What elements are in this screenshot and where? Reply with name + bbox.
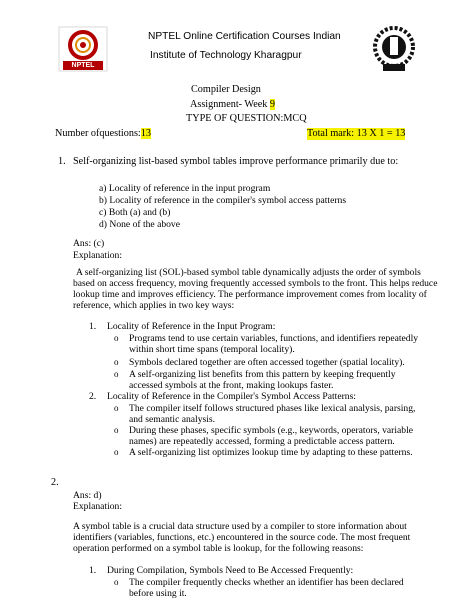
q1-point1-title: Locality of Reference in the Input Program: — [107, 321, 276, 332]
question-type: TYPE OF QUESTION:MCQ — [186, 113, 307, 124]
num-questions-label: Number ofquestions: — [55, 128, 141, 139]
num-questions — [55, 128, 151, 140]
q1-point2-title: Locality of Reference in the Compiler's Symbol Access Patterns: — [107, 391, 356, 402]
q2-point1-title: During Compilation, Symbols Need to Be Accessed Frequently: — [107, 565, 354, 576]
header-line-1: NPTEL Online Certification Courses Indian — [148, 31, 341, 42]
q1-option-c: c) Both (a) and (b) — [99, 207, 171, 218]
bullet-icon: o — [114, 333, 119, 343]
q1-explanation: A self-organizing list (SOL)-based symbol table dynamically adjusts the order of symbols based on access frequency, moving frequently accessed symbols to the front. This helps reduce lookup time and improves efficiency. The performance improvement comes from locality of reference, which applies in two key ways: — [73, 267, 438, 311]
q1-point1-bullet-3: A self-organizing list benefits from this pattern by keeping frequently accessed symbols at the front, making lookups faster. — [129, 369, 396, 391]
iit-kgp-logo — [371, 24, 417, 74]
q1-point2-bullet-1: The compiler itself follows structured phases like lexical analysis, parsing, and semantic analysis. — [129, 403, 416, 425]
q1-point1-number: 1. — [89, 321, 97, 332]
q1-point1-bullet-2: Symbols declared together are often accessed together (spatial locality). — [129, 357, 405, 368]
assignment-prefix: Assignment- Week — [190, 99, 270, 110]
bullet-icon: o — [114, 357, 119, 367]
bullet-icon: o — [114, 369, 119, 379]
header-line-2: Institute of Technology Kharagpur — [150, 50, 302, 61]
total-mark: Total mark: 13 X 1 = 13 — [307, 128, 406, 139]
q1-explanation-label: Explanation: — [73, 250, 123, 261]
q1-point2-bullet-3: A self-organizing list optimizes lookup time by adapting to these patterns. — [129, 447, 413, 458]
bullet-icon: o — [114, 577, 119, 587]
q1-option-b: b) Locality of reference in the compiler's symbol access patterns — [99, 195, 347, 206]
q2-point1-bullet-1: The compiler frequently checks whether an identifier has been declared before using it. — [129, 577, 404, 599]
week-number: 9 — [269, 99, 276, 110]
bullet-icon: o — [114, 447, 119, 457]
bullet-icon: o — [114, 403, 119, 413]
q1-point2-number: 2. — [89, 391, 97, 402]
q2-explanation-label: Explanation: — [73, 501, 123, 512]
assignment-title — [190, 99, 275, 111]
q1-point2-bullet-2: During these phases, specific symbols (e.g., keywords, operators, variable names) are repeatedly accessed, forming a predictable access pattern. — [129, 425, 414, 447]
course-title: Compiler Design — [191, 84, 261, 95]
q2-point1-number: 1. — [89, 565, 97, 576]
q2-explanation: A symbol table is a crucial data structure used by a compiler to store information about identifiers (variables, functions, etc.) encountered in the source code. The most frequent operation performed on a symbol table is lookup, for the following reasons: — [73, 521, 411, 554]
q2-answer: Ans: d) — [73, 490, 102, 501]
bullet-icon: o — [114, 425, 119, 435]
q2-number: 2. — [51, 477, 59, 488]
q1-question: Self-organizing list-based symbol tables improve performance primarily due to: — [73, 156, 399, 167]
nptel-logo-text: NPTEL — [71, 62, 95, 69]
q1-option-d: d) None of the above — [99, 219, 180, 230]
nptel-logo — [57, 25, 109, 73]
q1-answer: Ans: (c) — [73, 238, 105, 249]
q1-number: 1. — [58, 156, 66, 167]
num-questions-value: 13 — [140, 128, 151, 139]
q1-option-a: a) Locality of reference in the input program — [99, 183, 271, 194]
q1-point1-bullet-1: Programs tend to use certain variables, functions, and identifiers repeatedly within short time spans (temporal locality). — [129, 333, 419, 355]
